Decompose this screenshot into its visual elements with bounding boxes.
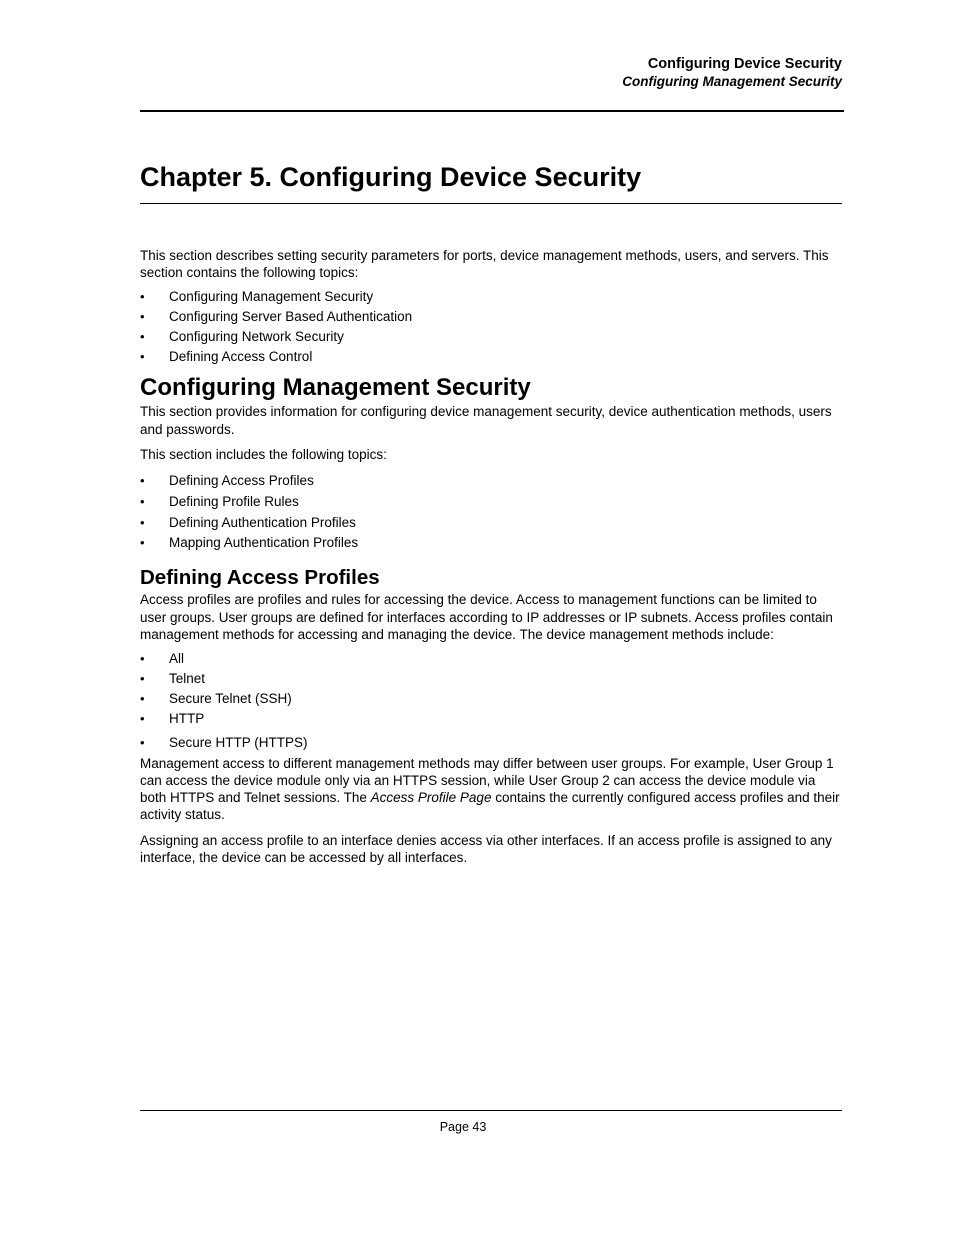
bullet-icon: • <box>140 473 145 489</box>
bullet-icon: • <box>140 691 145 707</box>
subsection-heading-access-profiles: Defining Access Profiles <box>140 566 380 590</box>
list-item-text: Defining Access Profiles <box>169 473 314 489</box>
list-item-text: All <box>169 651 185 667</box>
intro-topic-list <box>140 288 842 366</box>
page-body <box>140 247 842 866</box>
management-topic-list <box>140 472 842 551</box>
management-security-paragraph: This section provides information for configuring device management security, device authentication methods, users and passwords. <box>140 404 832 437</box>
footer-divider <box>140 1110 842 1111</box>
list-item <box>140 690 842 707</box>
page-number: Page 43 <box>439 1120 487 1134</box>
list-item-text: Secure Telnet (SSH) <box>169 691 292 707</box>
bullet-icon: • <box>140 493 145 509</box>
list-item-text: Configuring Network Security <box>169 328 344 344</box>
chapter-title-divider <box>140 203 842 204</box>
list-item-text: Mapping Authentication Profiles <box>169 535 359 551</box>
list-item <box>140 710 842 727</box>
list-item-text: Configuring Management Security <box>169 288 374 304</box>
list-item <box>140 514 842 531</box>
bullet-icon: • <box>140 514 145 530</box>
access-profile-page-reference: Access Profile Page <box>370 790 492 806</box>
bullet-icon: • <box>140 735 145 751</box>
list-item <box>140 734 842 751</box>
interface-assignment-paragraph: Assigning an access profile to an interface denies access via other interfaces. If an access profile is assigned to any interface, the device can be accessed by all interfaces. <box>140 832 832 866</box>
list-item <box>140 348 842 365</box>
list-item <box>140 650 842 667</box>
list-item <box>140 308 842 325</box>
list-item-text: Defining Profile Rules <box>169 493 299 509</box>
management-method-list <box>140 650 842 751</box>
bullet-icon: • <box>140 328 145 344</box>
section-heading-management-security: Configuring Management Security <box>140 374 531 402</box>
list-item-text: HTTP <box>169 711 205 727</box>
bullet-icon: • <box>140 671 145 687</box>
list-item-text: Defining Access Control <box>169 349 313 365</box>
bullet-icon: • <box>140 288 145 304</box>
running-header-subtitle: Configuring Management Security <box>622 74 842 89</box>
management-security-topics-intro: This section includes the following topics: <box>140 447 387 463</box>
list-item-text: Telnet <box>169 671 206 687</box>
bullet-icon: • <box>140 308 145 324</box>
list-item-text: Configuring Server Based Authentication <box>169 308 413 324</box>
running-header <box>622 55 842 91</box>
list-item <box>140 328 842 345</box>
access-profiles-paragraph: Access profiles are profiles and rules for accessing the device. Access to management functions can be limited to user groups. User groups are defined for interfaces according to IP addresses or IP subnets. Access profiles contain management methods for accessing and managing the device. The device management methods include: <box>140 592 833 643</box>
list-item <box>140 534 842 551</box>
running-header-title: Configuring Device Security <box>647 56 842 72</box>
paragraph-text: contains the currently configured access profiles and their activity status. <box>140 790 840 823</box>
list-item <box>140 472 842 489</box>
list-item-text: Secure HTTP (HTTPS) <box>169 735 308 751</box>
list-item <box>140 288 842 305</box>
chapter-title: Chapter 5. Configuring Device Security <box>140 162 642 192</box>
list-item <box>140 493 842 510</box>
bullet-icon: • <box>140 535 145 551</box>
user-group-access-paragraph <box>140 755 842 824</box>
bullet-icon: • <box>140 349 145 365</box>
header-divider <box>140 110 844 112</box>
bullet-icon: • <box>140 651 145 667</box>
paragraph-text: Management access to different management methods may differ between user groups. For example, User Group 1 can access the device module only via an HTTPS session, while User Group 2 can access the device module via both HTTPS and Telnet sessions. The <box>140 755 834 806</box>
list-item-text: Defining Authentication Profiles <box>169 514 356 530</box>
bullet-icon: • <box>140 711 145 727</box>
intro-paragraph: This section describes setting security parameters for ports, device management methods, users, and servers. This section contains the following topics: <box>140 248 829 281</box>
list-item <box>140 670 842 687</box>
